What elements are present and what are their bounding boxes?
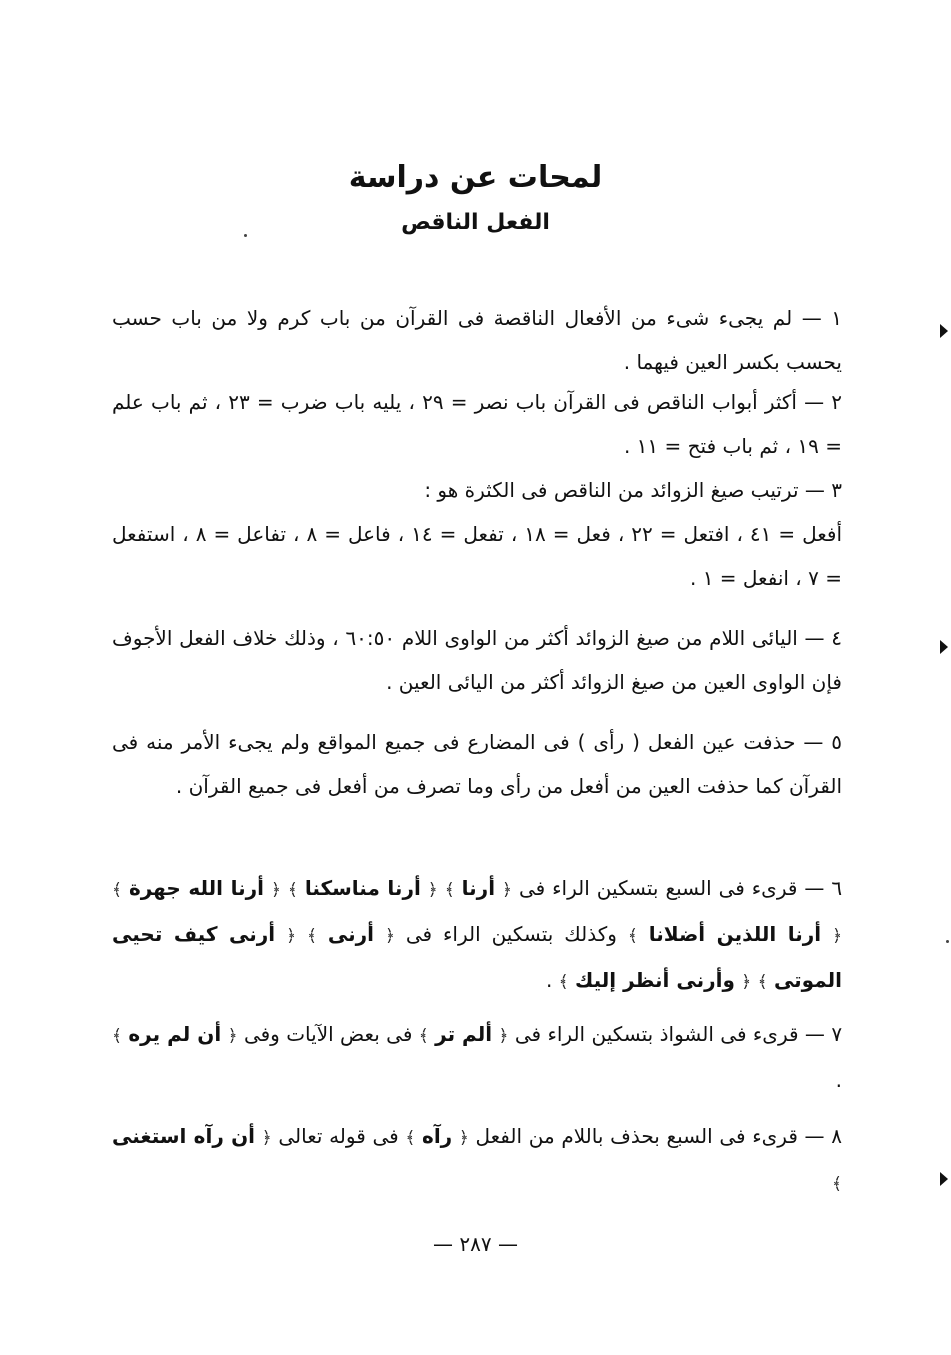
paragraph-7 [112,1012,842,1102]
ornament-close: ﴾ [444,880,455,900]
quran-quote: ألم تر [435,1022,493,1046]
paragraph-3-line-2: أفعل = ٤١ ، افتعل = ٢٢ ، فعل = ١٨ ، تفعل = ١٤ ، فاعل = ٨ ، تفاعل = ٨ ، استفعل = ٧ ، انفعل = ١ . [112,522,843,590]
ornament-open: ﴿ [384,926,395,946]
paragraph-6-end: . [545,968,553,992]
ornament-close: ﴾ [112,880,122,900]
paragraph-7-intro: ٧ — قرىء فى الشواذ بتسكين الراء فى [514,1022,843,1046]
paragraph-6-middle: وكذلك بتسكين الراء فى [405,922,617,946]
paragraph-4: ٤ — اليائى اللام من صيغ الزوائد أكثر من الواوى اللام ٦٠:٥٠ ، وذلك خلاف الفعل الأجوف فإن الواوى العين من صيغ الزوائد أكثر من اليائى العين . [112,626,842,694]
ornament-close: ﴾ [627,926,638,946]
quran-quote: أن رآه استغنى [112,1124,256,1148]
paragraph-5: ٥ — حذفت عين الفعل ( رأى ) فى المضارع فى جميع المواقع ولم يجىء الأمر منه فى القرآن كما حذفت العين من أفعل من رأى وما تصرف من أفعل فى جميع القرآن . [112,730,842,798]
quran-quote: رآه [422,1124,453,1148]
ornament-close: ﴾ [287,880,298,900]
paragraph-7-end: . [835,1068,842,1092]
ornament-open: ﴿ [227,1026,238,1046]
page-number: — ٢٨٧ — [433,1232,518,1256]
ornament-open: ﴿ [286,926,297,946]
quran-quote: أن لم يره [128,1022,222,1046]
scan-speck [244,234,247,237]
paragraph-3-line-1: ٣ — ترتيب صيغ الزوائد من الناقص فى الكثرة هو : [424,478,842,502]
quran-quote: أرنا [461,876,496,900]
ornament-open: ﴿ [261,1128,272,1148]
ornament-close: ﴾ [757,972,768,992]
scan-speck [946,940,949,943]
paragraph-8 [112,1114,842,1206]
ornament-open: ﴿ [502,880,512,900]
quran-quote: أرنى كيف تحيى الموتى [112,922,842,992]
paragraph-6 [112,866,842,1004]
paragraph-2: ٢ — أكثر أبواب الناقص فى القرآن باب نصر = ٢٩ ، يليه باب ضرب = ٢٣ ، ثم باب علم = ١٩ ، ثم باب فتح = ١١ . [112,390,843,458]
ornament-close: ﴾ [306,926,317,946]
quran-quote: أرنى [327,922,374,946]
paragraph-3 [112,468,842,600]
paragraph-8-middle: فى قوله تعالى [278,1124,399,1148]
scan-edge-mark [940,324,948,338]
quran-quote: وأرنى أنظر إليك [575,968,735,992]
ornament-close: ﴾ [558,972,569,992]
paragraph-8-intro: ٨ — قرىء فى السبع بحذف باللام من الفعل [475,1124,842,1148]
ornament-close: ﴾ [112,1026,122,1046]
ornament-open: ﴿ [458,1128,469,1148]
quran-quote: أرنا الله جهرة [128,876,264,900]
scan-edge-mark [940,640,948,654]
ornament-close: ﴾ [405,1128,416,1148]
paragraph-1: ١ — لم يجىء شىء من الأفعال الناقصة فى القرآن من باب كرم ولا من باب حسب يحسب بكسر العين فيهما . [112,306,842,374]
scan-edge-mark [940,1172,948,1186]
ornament-close: ﴾ [418,1026,429,1046]
section-subtitle: الفعل الناقص [401,210,550,235]
ornament-open: ﴿ [741,972,752,992]
ornament-open: ﴿ [270,880,281,900]
quran-quote: أرنا اللذين أضلانا [648,922,822,946]
quran-quote: أرنا مناسكنا [304,876,421,900]
page-title: لمحات عن دراسة [348,160,603,195]
ornament-open: ﴿ [427,880,438,900]
ornament-open: ﴿ [832,926,843,946]
ornament-open: ﴿ [498,1026,509,1046]
ornament-close: ﴾ [832,1174,842,1194]
paragraph-6-intro: ٦ — قرىء فى السبع بتسكين الراء فى [518,876,843,900]
paragraph-7-middle: فى بعض الآيات وفى [243,1022,413,1046]
